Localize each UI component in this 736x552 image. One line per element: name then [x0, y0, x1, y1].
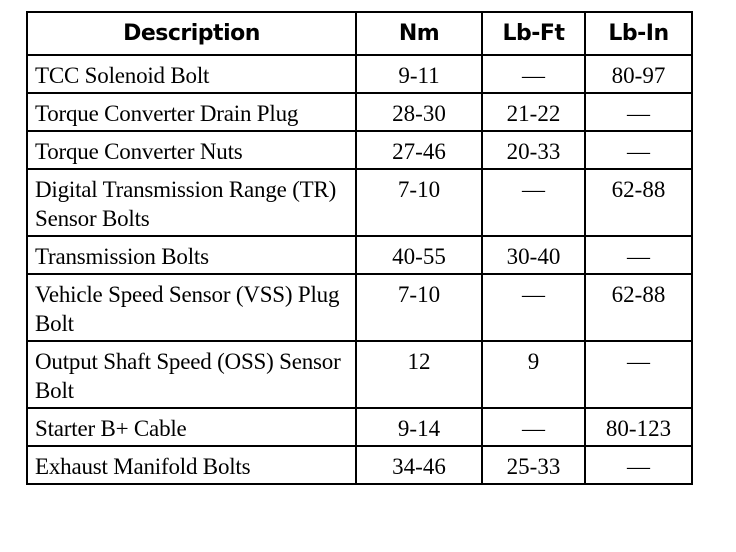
- torque-spec-table: [26, 11, 693, 485]
- cell-lbft: 30-40: [482, 236, 585, 274]
- header-description: Description: [27, 12, 356, 55]
- cell-lbin: —: [585, 93, 692, 131]
- cell-nm: 12: [356, 341, 482, 408]
- table-row: [27, 169, 692, 236]
- cell-lbft: 9: [482, 341, 585, 408]
- header-row: [27, 12, 692, 55]
- table-row: [27, 341, 692, 408]
- table-row: [27, 446, 692, 484]
- cell-description: Output Shaft Speed (OSS) Sensor Bolt: [27, 341, 356, 408]
- cell-nm: 9-14: [356, 408, 482, 446]
- cell-nm: 28-30: [356, 93, 482, 131]
- cell-nm: 7-10: [356, 274, 482, 341]
- cell-lbft: 20-33: [482, 131, 585, 169]
- table-row: [27, 274, 692, 341]
- cell-nm: 9-11: [356, 55, 482, 93]
- table-row: [27, 93, 692, 131]
- table-header: [27, 12, 692, 55]
- cell-lbin: —: [585, 341, 692, 408]
- cell-lbin: —: [585, 236, 692, 274]
- header-nm: Nm: [356, 12, 482, 55]
- cell-lbft: —: [482, 55, 585, 93]
- cell-lbin: 62-88: [585, 169, 692, 236]
- cell-nm: 34-46: [356, 446, 482, 484]
- cell-description: Vehicle Speed Sensor (VSS) Plug Bolt: [27, 274, 356, 341]
- header-lbft: Lb-Ft: [482, 12, 585, 55]
- cell-nm: 40-55: [356, 236, 482, 274]
- cell-description: Transmission Bolts: [27, 236, 356, 274]
- table-row: [27, 55, 692, 93]
- cell-lbft: —: [482, 274, 585, 341]
- cell-nm: 7-10: [356, 169, 482, 236]
- cell-description: TCC Solenoid Bolt: [27, 55, 356, 93]
- cell-nm: 27-46: [356, 131, 482, 169]
- cell-lbin: —: [585, 446, 692, 484]
- cell-lbin: 80-123: [585, 408, 692, 446]
- cell-lbft: —: [482, 408, 585, 446]
- cell-lbft: 21-22: [482, 93, 585, 131]
- header-lbin: Lb-In: [585, 12, 692, 55]
- cell-lbin: 80-97: [585, 55, 692, 93]
- cell-description: Torque Converter Nuts: [27, 131, 356, 169]
- cell-lbin: 62-88: [585, 274, 692, 341]
- cell-description: Torque Converter Drain Plug: [27, 93, 356, 131]
- cell-description: Starter B+ Cable: [27, 408, 356, 446]
- table-row: [27, 131, 692, 169]
- table-row: [27, 408, 692, 446]
- cell-lbin: —: [585, 131, 692, 169]
- cell-description: Digital Transmission Range (TR) Sensor Bolts: [27, 169, 356, 236]
- cell-description: Exhaust Manifold Bolts: [27, 446, 356, 484]
- table-body: [27, 55, 692, 484]
- cell-lbft: 25-33: [482, 446, 585, 484]
- cell-lbft: —: [482, 169, 585, 236]
- table-row: [27, 236, 692, 274]
